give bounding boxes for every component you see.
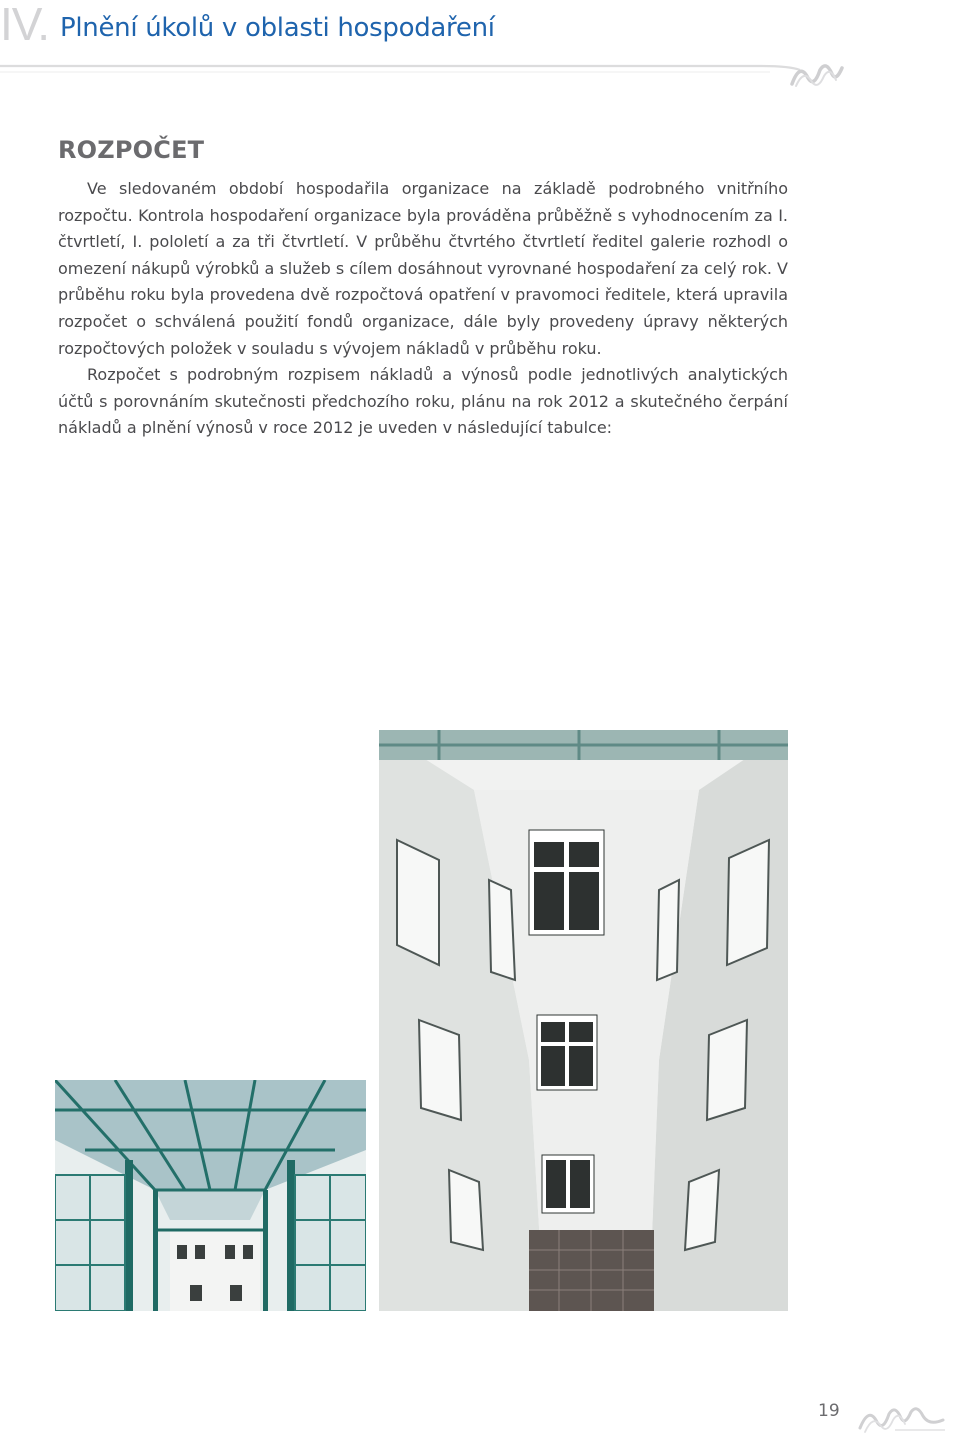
chapter-number: IV. (0, 0, 50, 50)
section-title: ROZPOČET (58, 136, 205, 164)
paragraph: Ve sledovaném období hospodařila organizace na základě podrobného vnitřního rozpočtu. Kontrola hospodaření organizace byla prováděna průběžně s vyhodnocením za I. čtvrtletí, I. pololetí a za tři čtvrtletí. V průběhu čtvrtého čtvrtletí ředitel galerie rozhodl o omezení nákupů výrobků a služeb s cílem dosáhnout vyrovnané hospodaření za celý rok. V průběhu roku byla provedena dvě rozpočtová opatření v pravomoci ředitele, která upravila rozpočet o schválená použití fondů organizace, dále byly provedeny úpravy některých rozpočtových položek v souladu s vývojem nákladů v průběhu roku. (58, 179, 788, 358)
paragraph: Rozpočet s podrobným rozpisem nákladů a výnosů podle jednotlivých analytických účtů s porovnáním skutečnosti předchozího roku, plánu na rok 2012 a skutečného čerpání nákladů a plnění výnosů v roce 2012 je uveden v následující tabulce: (58, 365, 788, 438)
glass-roof-photo (55, 1080, 366, 1311)
footer-ornament (855, 1398, 945, 1438)
body-text (58, 176, 788, 442)
header-rule-ornament (0, 56, 850, 96)
chapter-title: Plnění úkolů v oblasti hospodaření (60, 13, 495, 43)
page-number: 19 (818, 1401, 840, 1421)
atrium-photo (379, 730, 788, 1311)
